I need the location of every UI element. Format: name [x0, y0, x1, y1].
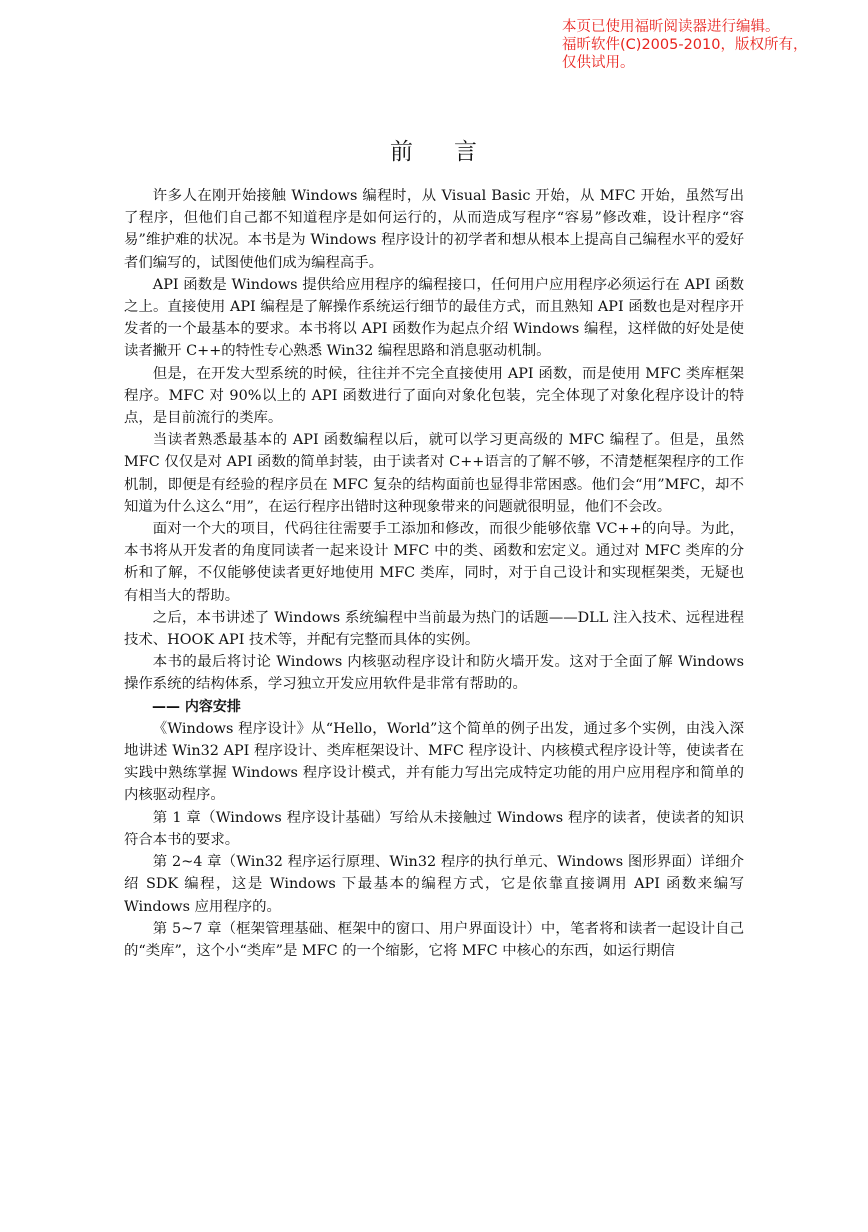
paragraph: 但是，在开发大型系统的时候，往往并不完全直接使用 API 函数，而是使用 MFC 类库框架程序。MFC 对 90%以上的 API 函数进行了面向对象化包装，完全体现了对象化程序设计的特点，是目前流行的类库。 — [124, 365, 744, 427]
title-char-left: 前 — [390, 139, 414, 165]
paragraph: 许多人在刚开始接触 Windows 编程时，从 Visual Basic 开始，从 MFC 开始，虽然写出了程序，但他们自己都不知道程序是如何运行的，从而造成写程序“容易”修改难，设计程序“容易”维护难的状况。本书是为 Windows 程序设计的初学者和想从根本上提高自己编程水平的爱好者们编写的，试图使他们成为编程高手。 — [124, 188, 744, 271]
editor-watermark: 本页已使用福昕阅读器进行编辑。 福昕软件(C)2005-2010，版权所有， 仅供试用。 — [562, 19, 808, 71]
preface-body — [124, 185, 744, 962]
paragraph: 第 1 章（Windows 程序设计基础）写给从未接触过 Windows 程序的读者，使读者的知识符合本书的要求。 — [124, 809, 744, 848]
paragraph: 第 2~4 章（Win32 程序运行原理、Win32 程序的执行单元、Windows 图形界面）详细介绍 SDK 编程，这是 Windows 下最基本的编程方式，它是依靠直接调用 API 函数来编写 Windows 应用程序的。 — [124, 854, 744, 915]
paragraph: 本书的最后将讨论 Windows 内核驱动程序设计和防火墙开发。这对于全面了解 Windows 操作系统的结构体系，学习独立开发应用软件是非常有帮助的。 — [124, 654, 744, 693]
paragraph: API 函数是 Windows 提供给应用程序的编程接口，任何用户应用程序必须运行在 API 函数之上。直接使用 API 编程是了解操作系统运行细节的最佳方式，而且熟知 API 函数也是对程序开发者的一个最基本的要求。本书将以 API 函数作为起点介绍 Windows 编程，这样做的好处是使读者撇开 C++的特性专心熟悉 Win32 编程思路和消息驱动机制。 — [124, 276, 744, 360]
title-char-right: 言 — [454, 139, 478, 165]
paragraph: 当读者熟悉最基本的 API 函数编程以后，就可以学习更高级的 MFC 编程了。但是，虽然 MFC 仅仅是对 API 函数的简单封装，由于读者对 C++语言的了解不够，不清楚框架程序的工作机制，即便是有经验的程序员在 MFC 复杂的结构面前也显得非常困惑。他们会“用”MFC，却不知道为什么这么“用”，在运行程序出错时这种现象带来的问题就很明显，他们不会改。 — [124, 432, 744, 515]
paragraph: 面对一个大的项目，代码往往需要手工添加和修改，而很少能够依靠 VC++的向导。为此，本书将从开发者的角度同读者一起来设计 MFC 中的类、函数和宏定义。通过对 MFC 类库的分析和了解，不仅能够使读者更好地使用 MFC 类库，同时，对于自己设计和实现框架类，无疑也有相当大的帮助。 — [124, 521, 744, 604]
paragraph: 之后，本书讲述了 Windows 系统编程中当前最为热门的话题——DLL 注入技术、远程进程技术、HOOK API 技术等，并配有完整而具体的实例。 — [124, 609, 744, 649]
section-heading: —— 内容安排 — [152, 698, 241, 715]
paragraph: 第 5~7 章（框架管理基础、框架中的窗口、用户界面设计）中，笔者将和读者一起设计自己的“类库”，这个小“类库”是 MFC 的一个缩影，它将 MFC 中核心的东西，如运行期信 — [124, 920, 744, 959]
page-title — [0, 133, 868, 166]
paragraph: 《Windows 程序设计》从“Hello，World”这个简单的例子出发，通过多个实例，由浅入深地讲述 Win32 API 程序设计、类库框架设计、MFC 程序设计、内核模式程序设计等，使读者在实践中熟练掌握 Windows 程序设计模式，并有能力写出完成特定功能的用户应用程序和简单的内核驱动程序。 — [124, 720, 744, 804]
